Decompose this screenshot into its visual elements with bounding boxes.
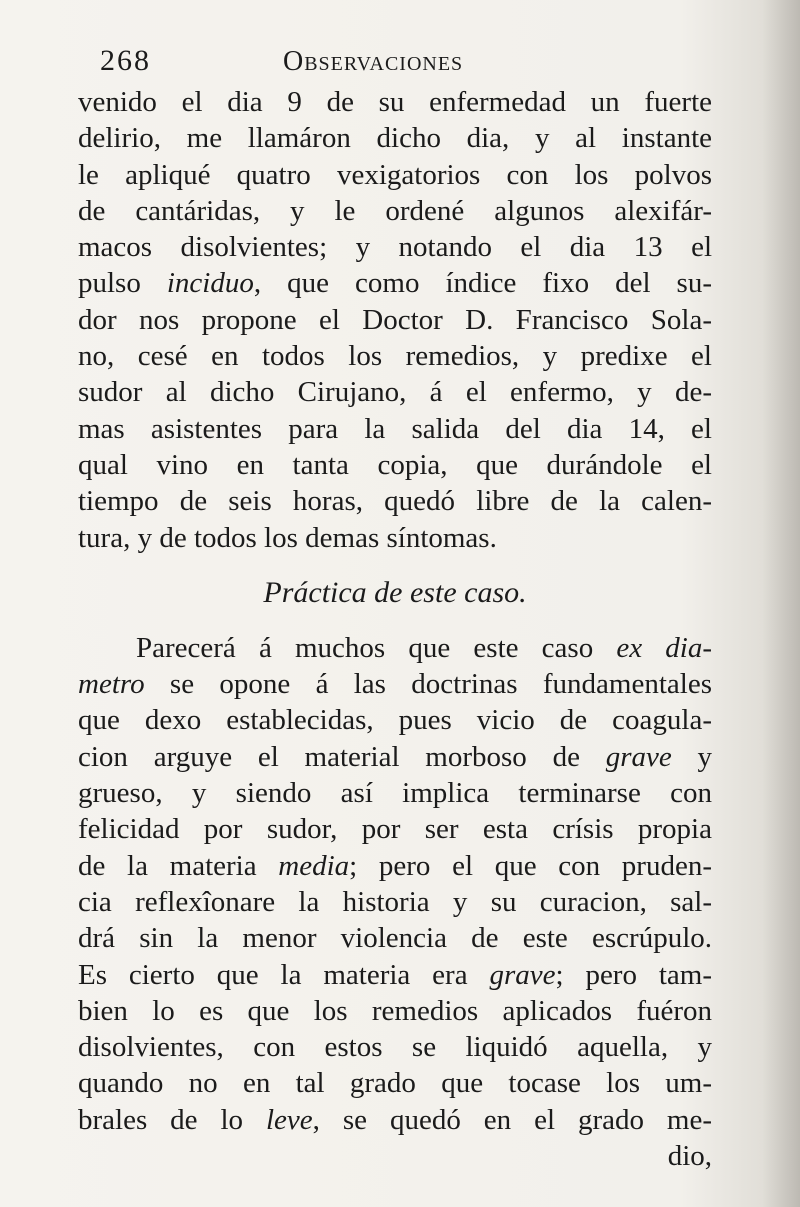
italic-term: grave — [605, 740, 672, 773]
text-line: felicidad por sudor, por ser esta crísis propia — [78, 813, 712, 846]
text-line: Es cierto que la materia era grave; pero tam- — [78, 958, 712, 991]
text-line: bien lo es que los remedios aplicados fuéron — [78, 994, 712, 1027]
text-line: metro se opone á las doctrinas fundamentales — [78, 668, 712, 701]
text-line: dio, — [667, 1140, 712, 1173]
text-line: tura, y de todos los demas síntomas. — [78, 521, 497, 554]
text-line: de la materia media; pero el que con pruden- — [78, 849, 712, 882]
text-line: de cantáridas, y le ordené algunos alexifár- — [78, 194, 712, 227]
text-line: drá sin la menor violencia de este escrúpulo. — [78, 922, 712, 955]
text-line: grueso, y siendo así implica terminarse con — [78, 777, 712, 810]
text-line: delirio, me llamáron dicho dia, y al instante — [78, 122, 712, 155]
section-heading: Práctica de este caso. — [263, 575, 527, 609]
text-line: disolvientes, con estos se liquidó aquella, y — [78, 1031, 712, 1064]
running-head: Observaciones — [283, 46, 464, 77]
italic-term: grave — [489, 958, 556, 991]
text-line: venido el dia 9 de su enfermedad un fuerte — [78, 86, 712, 118]
text-line: brales de lo leve, se quedó en el grado me- — [78, 1103, 713, 1136]
text-line: tiempo de seis horas, quedó libre de la calen- — [78, 485, 712, 518]
text-line: quando no en tal grado que tocase los um- — [78, 1067, 712, 1100]
text-line: cia reflexîonare la historia y su curacion, sal- — [78, 885, 712, 918]
text-line: mas asistentes para la salida del dia 14, el — [78, 412, 712, 445]
text-line: que dexo establecidas, pues vicio de coagula- — [78, 704, 712, 737]
paragraph-1 — [78, 84, 712, 556]
text-block — [78, 84, 712, 1174]
paragraph-2 — [78, 630, 712, 1174]
text-line: qual vino en tanta copia, que durándole el — [78, 448, 712, 481]
page-header — [100, 44, 710, 84]
italic-term: metro — [78, 668, 145, 701]
italic-term: ex dia- — [616, 631, 712, 664]
page-number: 268 — [100, 44, 151, 77]
text-line: no, cesé en todos los remedios, y predixe el — [78, 340, 712, 373]
italic-term: media — [278, 849, 350, 882]
page-gutter-shadow — [762, 0, 800, 1207]
text-line: Parecerá á muchos que este caso ex dia- — [136, 631, 712, 664]
text-line: pulso inciduo, que como índice fixo del su- — [78, 267, 713, 300]
text-line: macos disolvientes; y notando el dia 13 el — [78, 231, 712, 264]
text-line: le apliqué quatro vexigatorios con los polvos — [78, 158, 712, 191]
text-line: cion arguye el material morboso de grave y — [78, 740, 712, 773]
italic-term: inciduo — [166, 267, 254, 300]
text-line: sudor al dicho Cirujano, á el enfermo, y de- — [78, 376, 712, 409]
italic-term: leve — [266, 1103, 313, 1136]
text-line: dor nos propone el Doctor D. Francisco Sola- — [78, 303, 712, 336]
